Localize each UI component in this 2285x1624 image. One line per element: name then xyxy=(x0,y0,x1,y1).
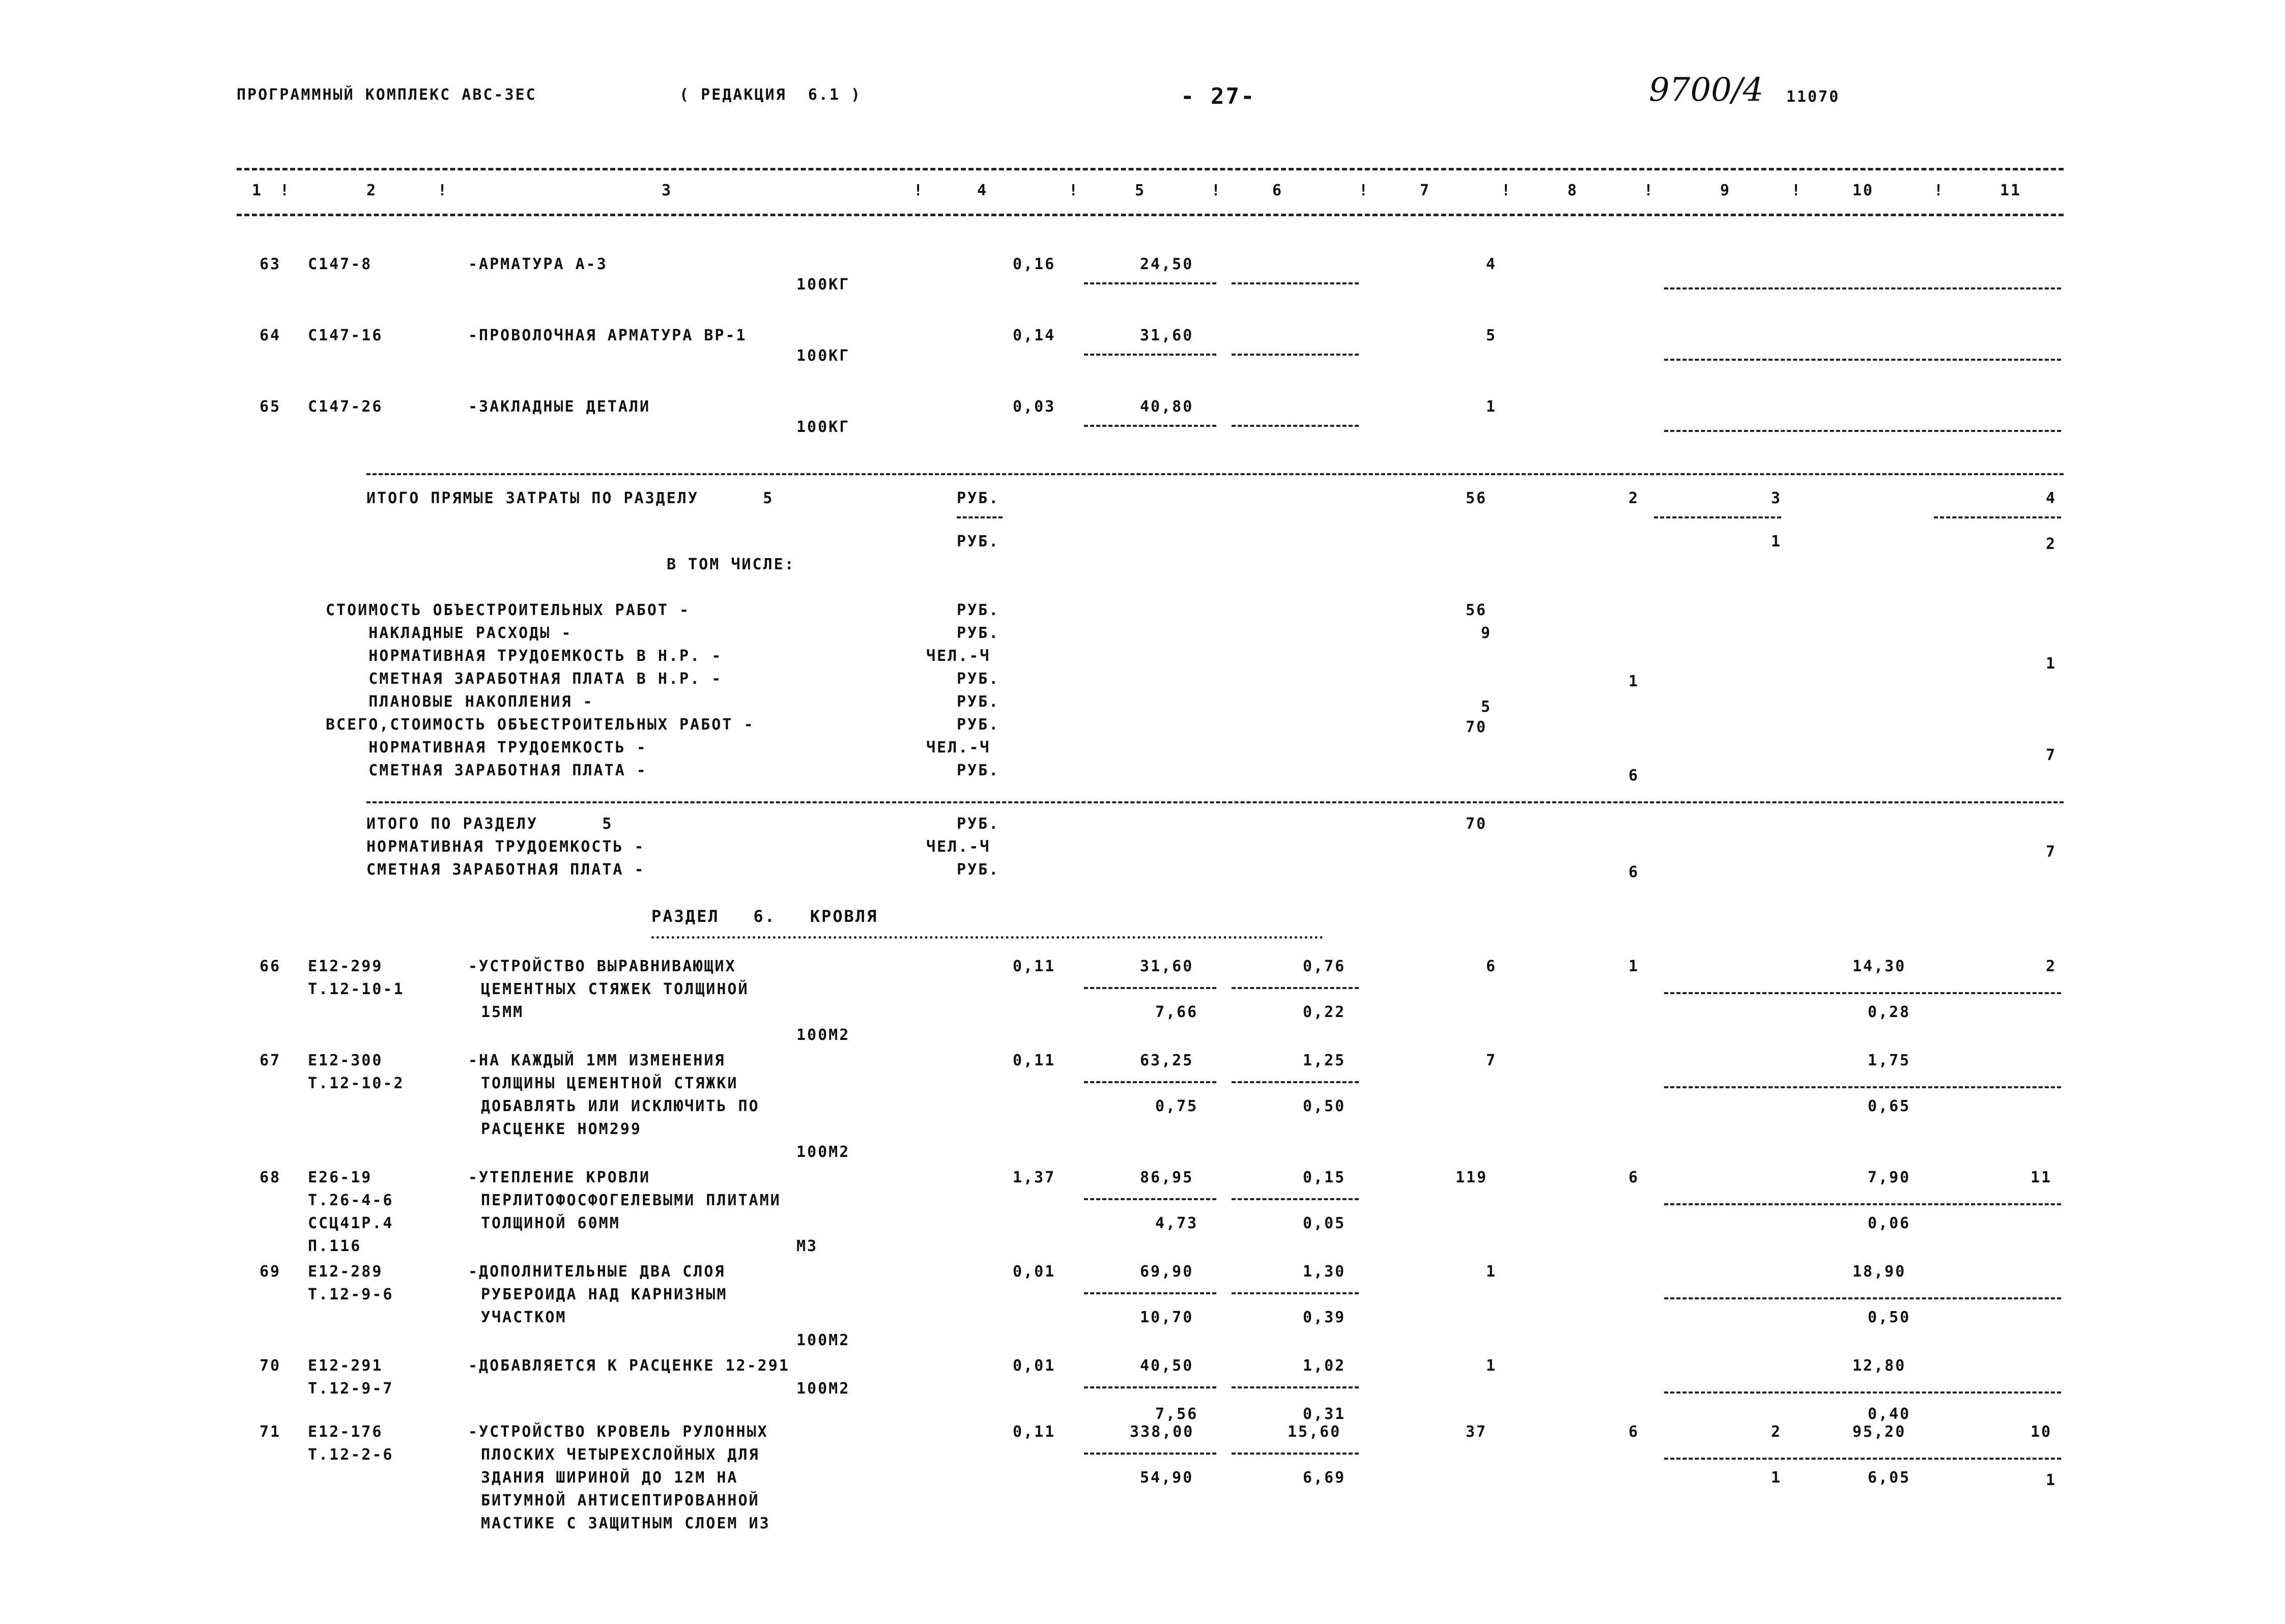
col-5: 5 xyxy=(1135,182,1146,199)
col-8: 8 xyxy=(1567,182,1579,199)
header-rule-bottom xyxy=(237,214,2064,216)
col-9: 9 xyxy=(1720,182,1731,199)
col-10: 10 xyxy=(1852,182,1874,199)
handwritten-number: 9700/4 xyxy=(1649,71,1764,109)
header-rule-top xyxy=(237,168,2064,170)
col-4: 4 xyxy=(977,182,988,199)
col-6: 6 xyxy=(1272,182,1283,199)
document-code: 11070 xyxy=(1786,88,1840,106)
col-11: 11 xyxy=(2000,182,2022,199)
col-3: 3 xyxy=(662,182,673,199)
section-underline xyxy=(651,936,1323,939)
col-1: 1 xyxy=(252,182,263,199)
program-name: ПРОГРАММНЫЙ КОМПЛЕКС АВС-3ЕС xyxy=(237,86,537,104)
col-2: 2 xyxy=(366,182,378,199)
edition-label: ( РЕДАКЦИЯ 6.1 ) xyxy=(679,86,862,104)
col-7: 7 xyxy=(1420,182,1431,199)
section-title: РАЗДЕЛ 6. КРОВЛЯ xyxy=(651,907,878,926)
page-number: - 27- xyxy=(1181,83,1256,109)
